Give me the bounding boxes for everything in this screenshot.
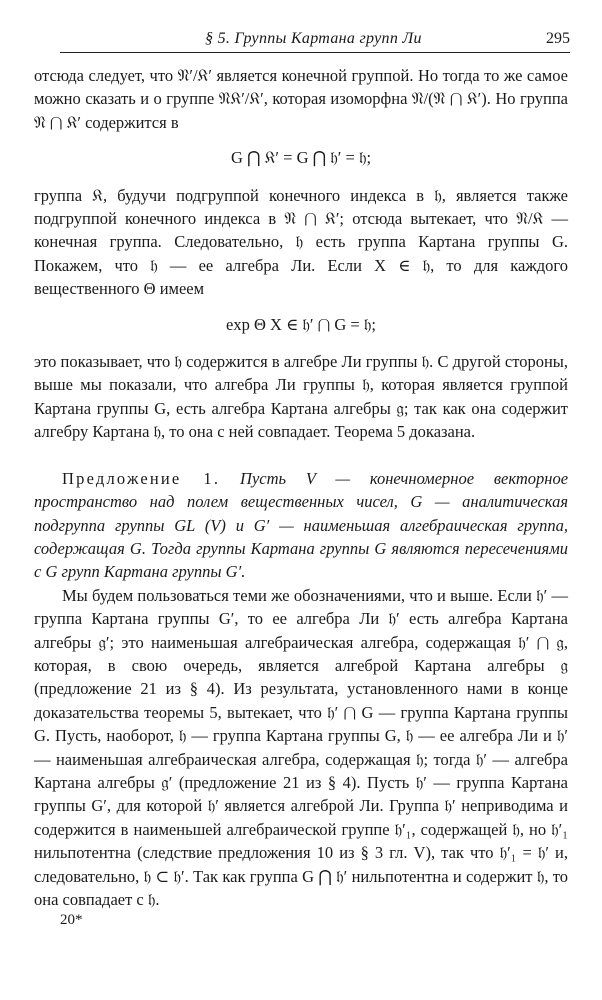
proposition-statement: Пусть V — конечномерное векторное пространство над полем вещественных чисел, G — аналитическая подгруппа группы GL (V) и G′ — наименьшая алгебраическая группа, содержащая G. Тогда группы Картана группы G являются пересечениями с G групп Картана группы G′. <box>34 468 569 582</box>
proposition-1 <box>34 467 568 584</box>
body-text <box>34 64 568 911</box>
signature-mark: 20* <box>60 912 83 928</box>
page-number: 295 <box>546 30 570 47</box>
proposition-label: Предложение 1. <box>62 468 221 488</box>
formula-1: G ⋂ 𝔎′ = G ⋂ 𝔥′ = 𝔥; <box>230 148 372 168</box>
paragraph-3: это показывает, что 𝔥 содержится в алгебре Ли группы 𝔥. С другой стороны, выше мы показали, что алгебра Ли группы 𝔥, которая является группой Картана группы G, есть алгебра Картана алгебры 𝔤; так как она содержит алгебру Картана 𝔥, то она с ней совпадает. Теорема 5 доказана. <box>34 352 568 442</box>
page-header <box>60 28 570 53</box>
paragraph-1: отсюда следует, что 𝔑′/𝔎′ является конечной группой. Но тогда то же самое можно сказать и о группе 𝔑𝔎′/𝔎′, которая изоморфна 𝔑/(𝔑 ⋂ 𝔎′). Но группа 𝔑 ⋂ 𝔎′ содержится в <box>34 66 568 132</box>
paragraph-proof: Мы будем пользоваться теми же обозначениями, что и выше. Если 𝔥′ — группа Картана группы G′, то ее алгебра Ли 𝔥′ есть алгебра Картана алгебры 𝔤′; это наименьшая алгебраическая алгебра, содержащая 𝔥′ ⋂ 𝔤, которая, в свою очередь, является алгеброй Картана алгебры 𝔤 (предложение 21 из § 4). Из результата, установленного нами в конце доказательства теоремы 5, вытекает, что 𝔥′ ⋂ G — группа Картана группы G. Пусть, наоборот, 𝔥 — группа Картана группы G, 𝔥 — ее алгебра Ли и 𝔥′ — наименьшая алгебраическая алгебра, содержащая 𝔥; тогда 𝔥′ — алгебра Картана алгебры 𝔤′ (предложение 21 из § 4). Пусть 𝔥′ — группа Картана группы G′, для которой 𝔥′ является алгеброй Ли. Группа 𝔥′ неприводима и содержится в наименьшей алгебраической группе 𝔥′₁, содержащей 𝔥, но 𝔥′₁ нильпотентна (следствие предложения 10 из § 3 гл. V), так что 𝔥′₁ = 𝔥′ и, следовательно, 𝔥 ⊂ 𝔥′. Так как группа G ⋂ 𝔥′ нильпотентна и содержит 𝔥, то она совпадает с 𝔥. <box>34 585 568 909</box>
paragraph-2: группа 𝔎, будучи подгруппой конечного индекса в 𝔥, является также подгруппой конечного индекса в 𝔑 ⋂ 𝔎′; отсюда вытекает, что 𝔑/𝔎 — конечная группа. Следовательно, 𝔥 есть группа Картана группы G. Покажем, что 𝔥 — ее алгебра Ли. Если X ∈ 𝔥, то для каждого вещественного Θ имеем <box>34 185 568 299</box>
running-head: § 5. Группы Картана групп Ли <box>205 30 422 47</box>
formula-2: exp Θ X ∈ 𝔥′ ⋂ G = 𝔥; <box>226 314 376 334</box>
